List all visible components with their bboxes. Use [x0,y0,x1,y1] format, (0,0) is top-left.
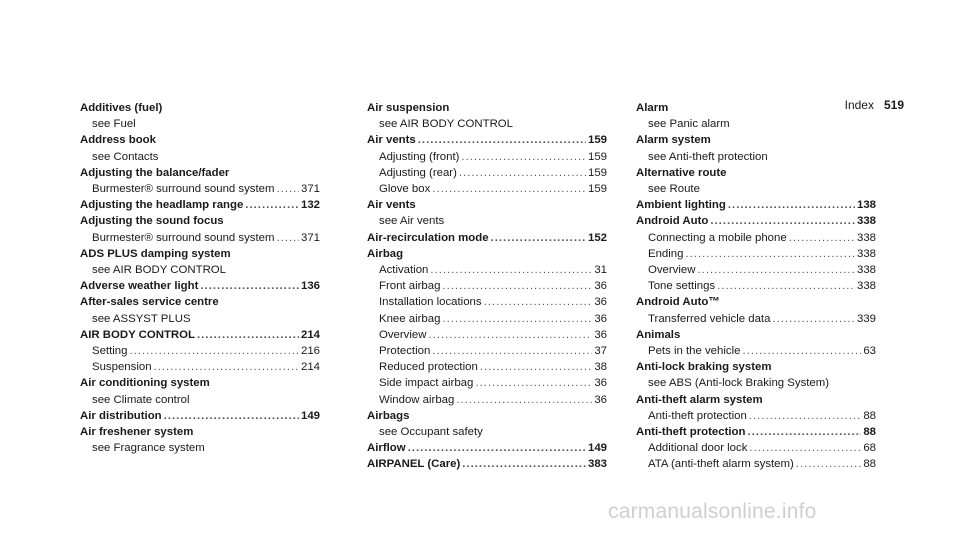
index-entry [367,132,607,197]
dot-leader [245,197,299,213]
index-entry [80,132,320,164]
index-subentry [80,392,320,408]
index-entry-title [636,165,876,181]
index-entry [80,197,320,213]
index-entry-title [367,197,607,213]
index-subentry [80,359,320,375]
subentry-text: Anti-theft protection [648,409,747,422]
subentry-text: Burmester® surround sound system [92,183,275,196]
entry-title-text: Additives (fuel) [80,102,163,114]
dot-leader [796,456,862,472]
dot-leader [277,181,299,197]
index-subentry [636,278,876,294]
index-entry [80,100,320,132]
page-reference[interactable]: 36 [594,393,607,406]
page-reference[interactable]: 338 [856,231,876,244]
entry-title-text: Air conditioning system [80,377,210,390]
index-column-2 [367,100,607,473]
page-reference[interactable]: 37 [594,345,607,358]
index-subentry [367,392,607,408]
subentry-text: Reduced protection [379,361,478,374]
index-entry-title [636,132,876,148]
page-reference[interactable]: 149 [587,442,607,455]
page-reference[interactable]: 38 [594,361,607,374]
index-entry [636,132,876,164]
page-reference[interactable]: 338 [856,247,876,260]
dot-leader [461,149,586,165]
page-reference[interactable]: 338 [856,280,876,293]
entry-title-text: Air vents [367,199,416,212]
page-reference[interactable]: 159 [587,150,607,163]
subentry-text: see Route [648,183,700,196]
index-subentry [367,116,607,132]
dot-leader [164,408,299,424]
entry-title-text: Adjusting the sound focus [80,215,224,228]
index-entry-title [636,197,876,213]
dot-leader [749,408,862,424]
index-subentry [80,181,320,197]
dot-leader [462,456,586,472]
dot-leader [442,278,592,294]
page-number: 519 [883,98,904,112]
page-reference[interactable]: 31 [594,264,607,277]
index-subentry [636,149,876,165]
dot-leader [129,343,299,359]
index-subentry [636,343,876,359]
page-reference[interactable]: 136 [300,280,320,293]
page-reference[interactable]: 132 [300,199,320,212]
index-entry-title [80,213,320,229]
entry-title-text: Anti-lock braking system [636,361,772,374]
index-entry-title [367,230,607,246]
index-entry [80,246,320,278]
dot-leader [772,311,855,327]
subentry-text: Setting [92,345,128,358]
dot-leader [742,343,861,359]
index-entry [80,278,320,294]
index-entry [367,197,607,229]
index-subentry [636,246,876,262]
entry-title-text: Air vents [367,134,416,147]
subentry-text: see AIR BODY CONTROL [379,118,513,131]
dot-leader [685,246,855,262]
entry-title-text: Air freshener system [80,426,194,439]
page-reference[interactable]: 339 [856,312,876,325]
subentry-text: see Air vents [379,215,445,228]
index-subentry [636,116,876,132]
index-entry [367,246,607,408]
dot-leader [154,359,299,375]
index-subentry [367,375,607,391]
index-subentry [367,424,607,440]
index-subentry [636,440,876,456]
page-reference[interactable]: 88 [863,426,876,439]
entry-title-text: Adjusting the headlamp range [80,199,244,212]
subentry-text: Additional door lock [648,442,748,455]
subentry-text: Front airbag [379,280,441,293]
dot-leader [197,327,299,343]
index-subentry [367,181,607,197]
entry-title-text: Alarm system [636,134,711,147]
subentry-text: see Climate control [92,393,190,406]
section-label: Index [844,98,874,112]
index-subentry [367,294,607,310]
dot-leader [408,440,586,456]
dot-leader [710,213,855,229]
index-entry [80,424,320,456]
index-entry-title [80,246,320,262]
index-entry-title [80,294,320,310]
index-entry [636,213,876,294]
index-entry-title [80,424,320,440]
index-entry [636,294,876,326]
dot-leader [277,230,299,246]
index-entry [367,456,607,472]
page-reference[interactable]: 68 [863,442,876,455]
entry-title-text: Anti-theft protection [636,426,746,439]
index-entry-title [80,165,320,181]
subentry-text: Activation [379,264,429,277]
index-entry [367,408,607,440]
page-reference[interactable]: 88 [863,409,876,422]
dot-leader [459,165,586,181]
entry-title-text: Ambient lighting [636,199,726,212]
index-entry-title [636,359,876,375]
index-entry [636,424,876,473]
dot-leader [432,181,586,197]
subentry-text: Ending [648,247,684,260]
index-subentry [367,149,607,165]
page-reference[interactable]: 371 [300,183,320,196]
index-column-1 [80,100,320,456]
index-subentry [636,262,876,278]
index-subentry [367,343,607,359]
dot-leader [456,392,592,408]
entry-title-text: After-sales service centre [80,296,219,309]
index-entry-title [367,132,607,148]
index-subentry [80,230,320,246]
subentry-text: see Fuel [92,118,136,131]
entry-title-text: Android Auto™ [636,296,720,309]
page-reference[interactable]: 36 [594,280,607,293]
subentry-text: Installation locations [379,296,482,309]
watermark: carmanualsonline.info [608,500,817,523]
page-reference[interactable]: 159 [587,183,607,196]
index-entry-title [80,197,320,213]
entry-title-text: Alarm [636,102,669,114]
index-subentry [636,311,876,327]
entry-title-text: Adverse weather light [80,280,199,293]
dot-leader [728,197,855,213]
entry-title-text: Airbag [367,247,404,260]
index-subentry [367,327,607,343]
index-entry-title [367,408,607,424]
index-subentry [367,213,607,229]
subentry-text: Knee airbag [379,312,441,325]
subentry-text: Pets in the vehicle [648,345,741,358]
dot-leader [432,343,592,359]
index-entry [367,230,607,246]
index-entry [80,408,320,424]
index-entry-title [636,100,876,116]
page-reference[interactable]: 338 [856,215,876,228]
index-subentry [80,311,320,327]
page-reference[interactable]: 149 [300,409,320,422]
page-reference[interactable]: 371 [300,231,320,244]
subentry-text: see AIR BODY CONTROL [92,264,226,277]
index-entry-title [367,456,607,472]
page-reference[interactable]: 88 [863,458,876,471]
dot-leader [749,440,861,456]
index-entry [80,327,320,376]
page-reference[interactable]: 36 [594,312,607,325]
dot-leader [484,294,593,310]
dot-leader [697,262,855,278]
index-subentry [367,359,607,375]
index-entry [636,197,876,213]
subentry-text: see ASSYST PLUS [92,312,191,325]
page-reference[interactable]: 36 [594,328,607,341]
index-subentry [367,165,607,181]
index-entry-title [636,294,876,310]
entry-title-text: Alternative route [636,166,727,179]
entry-title-text: Air-recirculation mode [367,231,489,244]
subentry-text: Overview [379,328,427,341]
subentry-text: Tone settings [648,280,716,293]
page-reference[interactable]: 338 [856,264,876,277]
dot-leader [442,311,592,327]
index-subentry [80,343,320,359]
entry-title-text: Adjusting the balance/fader [80,166,230,179]
index-subentry [636,181,876,197]
dot-leader [418,132,586,148]
subentry-text: see Contacts [92,150,159,163]
index-entry [367,100,607,132]
subentry-text: Side impact airbag [379,377,474,390]
subentry-text: Adjusting (rear) [379,166,457,179]
index-entry-title [80,375,320,391]
index-subentry [636,375,876,391]
subentry-text: Window airbag [379,393,455,406]
entry-title-text: Android Auto [636,215,709,228]
index-entry-title [80,408,320,424]
index-entry-title [367,440,607,456]
page-reference[interactable]: 152 [587,231,607,244]
subentry-text: Protection [379,345,431,358]
dot-leader [428,327,592,343]
index-entry-title [367,246,607,262]
entry-title-text: Airbags [367,409,410,422]
index-subentry [80,440,320,456]
page-reference[interactable]: 36 [594,296,607,309]
page-reference[interactable]: 36 [594,377,607,390]
page-reference[interactable]: 214 [300,361,320,374]
index-entry [80,165,320,197]
page-reference[interactable]: 214 [300,328,320,341]
subentry-text: see Occupant safety [379,426,483,439]
subentry-text: Adjusting (front) [379,150,460,163]
subentry-text: Connecting a mobile phone [648,231,787,244]
subentry-text: see Panic alarm [648,118,730,131]
index-entry [636,327,876,359]
dot-leader [200,278,299,294]
page-reference[interactable]: 63 [863,345,876,358]
subentry-text: see Anti-theft protection [648,150,768,163]
entry-title-text: Address book [80,134,156,147]
index-subentry [636,456,876,472]
index-entry [80,294,320,326]
dot-leader [747,424,861,440]
index-subentry [636,408,876,424]
index-entry-title [80,278,320,294]
subentry-text: Glove box [379,183,431,196]
index-entry-title [367,100,607,116]
index-entry-title [80,100,320,116]
index-entry-title [80,327,320,343]
index-entry [636,359,876,391]
dot-leader [491,230,586,246]
index-entry [636,100,876,132]
index-entry-title [636,327,876,343]
subentry-text: Transferred vehicle data [648,312,771,325]
page-reference[interactable]: 383 [587,458,607,471]
dot-leader [717,278,855,294]
index-entry-title [80,132,320,148]
entry-title-text: Air distribution [80,409,162,422]
entry-title-text: ADS PLUS damping system [80,247,231,260]
entry-title-text: Animals [636,328,681,341]
index-entry [80,213,320,245]
index-subentry [80,149,320,165]
index-entry-title [636,392,876,408]
dot-leader [475,375,592,391]
subentry-text: Overview [648,264,696,277]
index-entry [80,375,320,407]
entry-title-text: Anti-theft alarm system [636,393,763,406]
subentry-text: see ABS (Anti-lock Braking System) [648,377,830,390]
entry-title-text: AIR BODY CONTROL [80,328,195,341]
subentry-text: Suspension [92,361,152,374]
index-entry-title [636,424,876,440]
index-entry-title [636,213,876,229]
dot-leader [789,230,855,246]
index-subentry [636,230,876,246]
index-subentry [80,116,320,132]
subentry-text: Burmester® surround sound system [92,231,275,244]
index-entry [636,392,876,424]
entry-title-text: Air suspension [367,102,450,114]
page-reference[interactable]: 159 [587,134,607,147]
index-subentry [80,262,320,278]
index-column-3 [636,100,876,473]
page-reference[interactable]: 138 [856,199,876,212]
page-reference[interactable]: 216 [300,345,320,358]
index-entry [636,165,876,197]
index-entry [367,440,607,456]
index-subentry [367,311,607,327]
subentry-text: ATA (anti-theft alarm system) [648,458,794,471]
entry-title-text: Airflow [367,442,406,455]
dot-leader [480,359,593,375]
dot-leader [430,262,592,278]
entry-title-text: AIRPANEL (Care) [367,458,461,471]
index-subentry [367,262,607,278]
index-subentry [367,278,607,294]
subentry-text: see Fragrance system [92,442,205,455]
page-reference[interactable]: 159 [587,166,607,179]
